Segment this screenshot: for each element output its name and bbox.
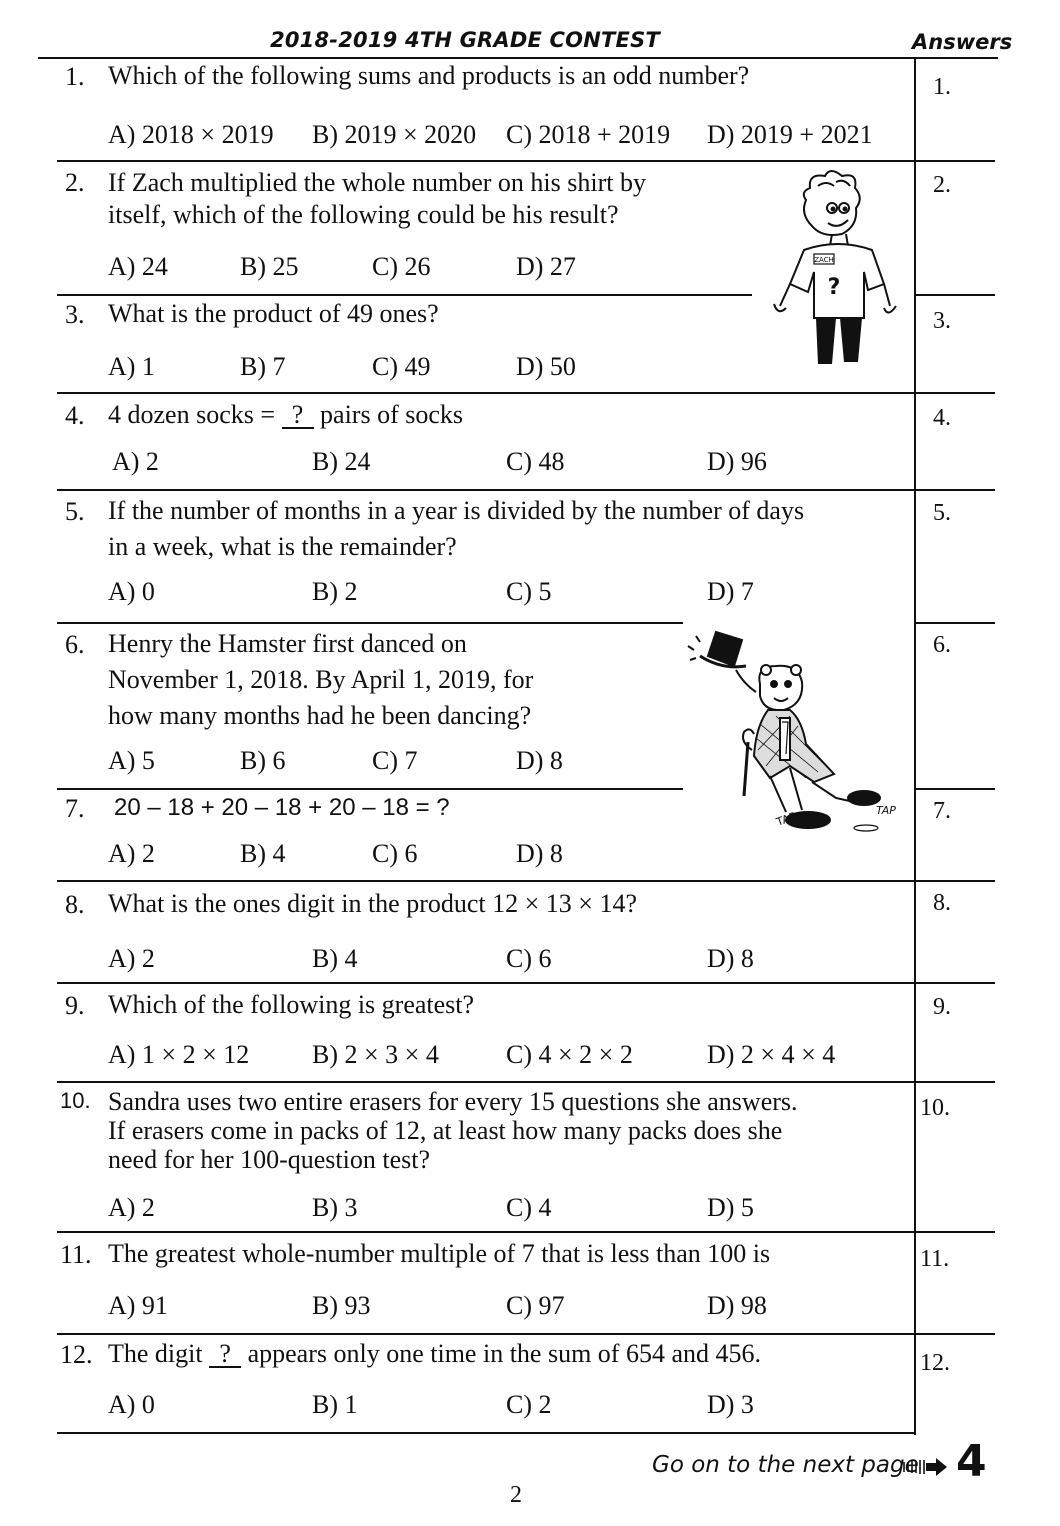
option-c: C) 6 bbox=[506, 944, 552, 973]
question-number: 11. bbox=[60, 1240, 92, 1269]
option-d: D) 27 bbox=[516, 252, 576, 281]
answer-column-border bbox=[914, 57, 916, 1435]
option-c: C) 7 bbox=[372, 746, 418, 775]
option-d: D) 2019 + 2021 bbox=[707, 120, 873, 149]
zach-illustration bbox=[760, 168, 910, 373]
option-b: B) 25 bbox=[240, 252, 299, 281]
zach-shirt-mark: ? bbox=[827, 275, 841, 300]
row-divider bbox=[57, 622, 683, 624]
option-d: D) 5 bbox=[707, 1193, 754, 1222]
option-a: A) 2018 × 2019 bbox=[108, 120, 274, 149]
option-c: C) 4 bbox=[506, 1193, 552, 1222]
question-number: 8. bbox=[65, 890, 85, 919]
question-text: What is the product of 49 ones? bbox=[108, 299, 439, 328]
question-text-line: in a week, what is the remainder? bbox=[108, 532, 457, 561]
question-text-line: November 1, 2018. By April 1, 2019, for bbox=[108, 665, 534, 694]
row-divider bbox=[57, 982, 995, 984]
question-text: Which of the following is greatest? bbox=[108, 990, 475, 1019]
next-page-text: Go on to the next page bbox=[652, 1452, 919, 1478]
question-text: The greatest whole-number multiple of 7 that is less than 100 is bbox=[108, 1239, 771, 1268]
option-c: C) 26 bbox=[372, 252, 431, 281]
answer-blank-label: 8. bbox=[933, 890, 951, 916]
question-text-line: need for her 100-question test? bbox=[108, 1145, 431, 1174]
answer-blank-label: 6. bbox=[933, 632, 951, 658]
question-text-line: If the number of months in a year is divided by the number of days bbox=[108, 496, 805, 525]
answer-blank-label: 11. bbox=[920, 1246, 950, 1272]
answer-blank: ? bbox=[282, 403, 314, 429]
question-text-before: 4 dozen socks = bbox=[108, 400, 282, 429]
option-a: A) 2 bbox=[108, 1193, 155, 1222]
option-d: D) 8 bbox=[516, 839, 563, 868]
option-a: A) 1 × 2 × 12 bbox=[108, 1040, 250, 1069]
answer-blank-label: 7. bbox=[933, 798, 951, 824]
question-number: 7. bbox=[65, 794, 85, 823]
question-number: 10. bbox=[60, 1088, 91, 1113]
question-text-before: The digit bbox=[108, 1339, 210, 1368]
option-b: B) 93 bbox=[312, 1291, 371, 1320]
option-c: C) 49 bbox=[372, 352, 431, 381]
option-a: A) 24 bbox=[108, 252, 168, 281]
option-c: C) 5 bbox=[506, 577, 552, 606]
option-b: B) 24 bbox=[312, 447, 371, 476]
answer-blank-label: 3. bbox=[933, 308, 951, 334]
answer-blank-label: 1. bbox=[933, 74, 951, 100]
henry-hamster-illustration bbox=[686, 626, 912, 840]
question-number: 4. bbox=[65, 401, 85, 430]
option-b: B) 2019 × 2020 bbox=[312, 120, 477, 149]
answer-blank-label: 9. bbox=[933, 994, 951, 1020]
answer-blank-label: 4. bbox=[933, 405, 951, 431]
question-text-after: pairs of socks bbox=[313, 400, 464, 429]
question-text-after: appears only one time in the sum of 654 and 456. bbox=[241, 1339, 761, 1368]
answer-blank-label: 2. bbox=[933, 172, 951, 198]
question-number: 9. bbox=[65, 991, 85, 1020]
option-d: D) 8 bbox=[707, 944, 754, 973]
option-d: D) 8 bbox=[516, 746, 563, 775]
row-divider bbox=[916, 294, 995, 296]
option-a: A) 0 bbox=[108, 1390, 155, 1419]
question-text-line: If erasers come in packs of 12, at least how many packs does she bbox=[108, 1116, 783, 1145]
question-text-line: If Zach multiplied the whole number on his shirt by bbox=[108, 168, 646, 197]
page-number: 2 bbox=[510, 1482, 522, 1508]
question-text bbox=[108, 1336, 761, 1372]
option-a: A) 2 bbox=[108, 839, 155, 868]
row-divider bbox=[916, 622, 995, 624]
option-d: D) 2 × 4 × 4 bbox=[707, 1040, 836, 1069]
question-number: 1. bbox=[65, 62, 85, 91]
answer-blank-label: 12. bbox=[920, 1350, 950, 1376]
row-divider bbox=[57, 392, 995, 394]
question-number: 12. bbox=[60, 1340, 93, 1369]
option-a: A) 0 bbox=[108, 577, 155, 606]
option-b: B) 2 × 3 × 4 bbox=[312, 1040, 439, 1069]
answers-label: Answers bbox=[912, 30, 1013, 54]
question-text: Which of the following sums and products is an odd number? bbox=[108, 61, 750, 90]
row-divider bbox=[57, 1231, 995, 1233]
contest-title: 2018-2019 4TH GRADE CONTEST bbox=[270, 28, 660, 52]
option-b: B) 3 bbox=[312, 1193, 358, 1222]
question-text-line: how many months had he been dancing? bbox=[108, 701, 532, 730]
answer-blank-label: 5. bbox=[933, 500, 951, 526]
option-a: A) 1 bbox=[108, 352, 155, 381]
option-b: B) 6 bbox=[240, 746, 286, 775]
option-d: D) 3 bbox=[707, 1390, 754, 1419]
row-divider bbox=[57, 1432, 915, 1434]
option-b: B) 2 bbox=[312, 577, 358, 606]
question-number: 5. bbox=[65, 497, 85, 526]
row-divider bbox=[57, 1333, 995, 1335]
answer-blank: ? bbox=[209, 1342, 241, 1368]
option-c: C) 2 bbox=[506, 1390, 552, 1419]
option-c: C) 48 bbox=[506, 447, 565, 476]
question-text: 20 – 18 + 20 – 18 + 20 – 18 = ? bbox=[114, 794, 450, 821]
next-page-number: 4 bbox=[956, 1436, 987, 1487]
option-c: C) 6 bbox=[372, 839, 418, 868]
option-d: D) 7 bbox=[707, 577, 754, 606]
question-text: What is the ones digit in the product 12 × 13 × 14? bbox=[108, 889, 638, 918]
option-c: C) 2018 + 2019 bbox=[506, 120, 671, 149]
option-d: D) 98 bbox=[707, 1291, 767, 1320]
option-d: D) 50 bbox=[516, 352, 576, 381]
question-text-line: Sandra uses two entire erasers for every 15 questions she answers. bbox=[108, 1087, 798, 1116]
question-text-line: itself, which of the following could be his result? bbox=[108, 200, 619, 229]
option-a: A) 2 bbox=[108, 944, 155, 973]
next-arrow-icon bbox=[902, 1456, 948, 1478]
option-b: B) 7 bbox=[240, 352, 286, 381]
row-divider bbox=[57, 160, 995, 162]
option-c: C) 97 bbox=[506, 1291, 565, 1320]
option-b: B) 4 bbox=[240, 839, 286, 868]
option-d: D) 96 bbox=[707, 447, 767, 476]
row-divider bbox=[916, 788, 995, 790]
row-divider bbox=[57, 880, 995, 882]
tap-right-text: TAP bbox=[876, 804, 896, 817]
option-a: A) 91 bbox=[108, 1291, 168, 1320]
question-number: 6. bbox=[65, 630, 85, 659]
question-number: 2. bbox=[65, 168, 85, 197]
answer-blank-label: 10. bbox=[920, 1095, 950, 1121]
option-b: B) 4 bbox=[312, 944, 358, 973]
option-a: A) 2 bbox=[112, 447, 159, 476]
row-divider bbox=[57, 1081, 995, 1083]
option-b: B) 1 bbox=[312, 1390, 358, 1419]
option-a: A) 5 bbox=[108, 746, 155, 775]
option-c: C) 4 × 2 × 2 bbox=[506, 1040, 633, 1069]
question-text bbox=[108, 397, 463, 433]
zach-shirt-tag: ZACH bbox=[814, 256, 834, 264]
tap-left-text: TAP bbox=[774, 809, 798, 829]
question-number: 3. bbox=[65, 300, 85, 329]
row-divider bbox=[57, 489, 995, 491]
question-text-line: Henry the Hamster first danced on bbox=[108, 629, 467, 658]
